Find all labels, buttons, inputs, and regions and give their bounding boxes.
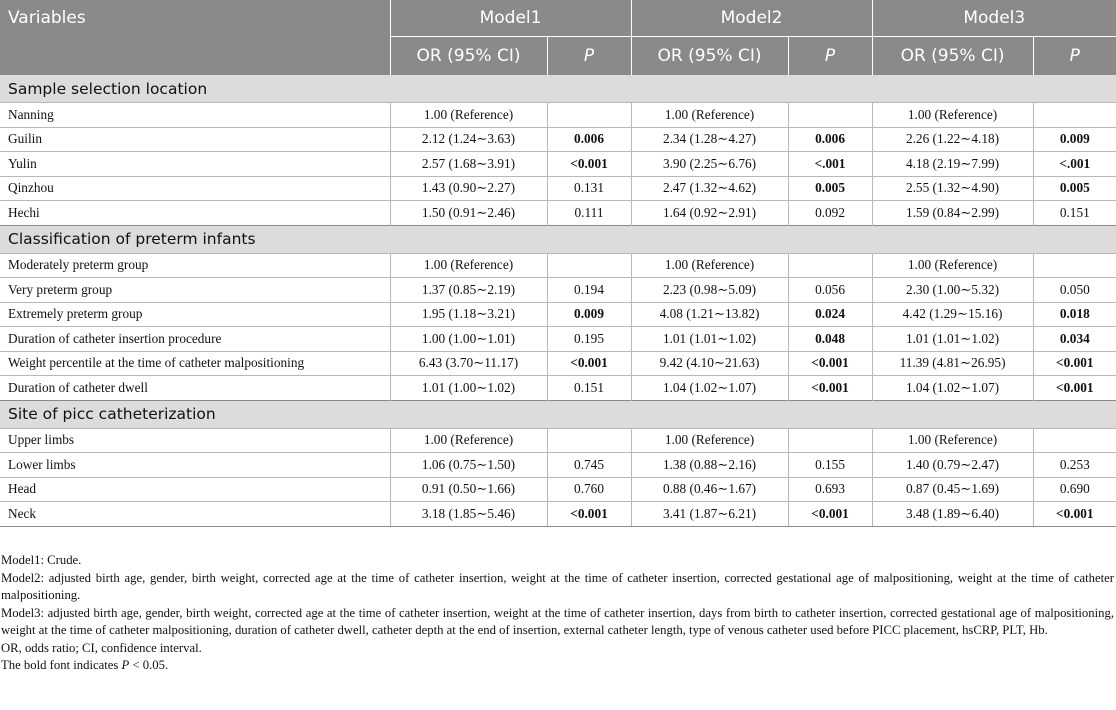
or-ci-cell: 1.00 (Reference) bbox=[872, 428, 1033, 453]
row-label: Qinzhou bbox=[0, 176, 390, 201]
or-ci-cell: 1.01 (1.00∼1.02) bbox=[390, 376, 547, 401]
or-ci-cell: 1.64 (0.92∼2.91) bbox=[631, 201, 788, 226]
note-model2: Model2: adjusted birth age, gender, birth weight, corrected age at the time of catheter insertion, weight at the time of catheter insertion, corrected gestational age of malpositioning, weight at the time of catheter malpositioning. bbox=[1, 570, 1114, 602]
section-row bbox=[0, 75, 1116, 103]
table-row bbox=[0, 376, 1116, 401]
or-ci-cell: 3.18 (1.85∼5.46) bbox=[390, 502, 547, 527]
p-value-cell: 0.155 bbox=[788, 453, 872, 478]
p-value-cell: 0.009 bbox=[547, 302, 631, 327]
p-value-cell bbox=[1033, 253, 1116, 278]
row-label: Lower limbs bbox=[0, 453, 390, 478]
p-value-cell: 0.690 bbox=[1033, 477, 1116, 502]
table-row bbox=[0, 127, 1116, 152]
section-title: Site of picc catheterization bbox=[0, 400, 1116, 428]
or-ci-cell: 1.04 (1.02∼1.07) bbox=[872, 376, 1033, 401]
or-ci-cell: 1.00 (Reference) bbox=[872, 253, 1033, 278]
table-row bbox=[0, 453, 1116, 478]
p-value-cell: 0.760 bbox=[547, 477, 631, 502]
p-value-cell: 0.131 bbox=[547, 176, 631, 201]
or-ci-cell: 3.90 (2.25∼6.76) bbox=[631, 152, 788, 177]
p-value-cell: 0.111 bbox=[547, 201, 631, 226]
or-ci-cell: 1.37 (0.85∼2.19) bbox=[390, 278, 547, 303]
or-ci-cell: 1.00 (Reference) bbox=[390, 253, 547, 278]
or-ci-cell: 0.88 (0.46∼1.67) bbox=[631, 477, 788, 502]
or-ci-cell: 1.59 (0.84∼2.99) bbox=[872, 201, 1033, 226]
table-row bbox=[0, 351, 1116, 376]
or-ci-cell: 9.42 (4.10∼21.63) bbox=[631, 351, 788, 376]
header-p: P bbox=[788, 37, 872, 75]
or-ci-cell: 1.00 (Reference) bbox=[872, 103, 1033, 128]
row-label: Moderately preterm group bbox=[0, 253, 390, 278]
or-ci-cell: 4.42 (1.29∼15.16) bbox=[872, 302, 1033, 327]
header-p: P bbox=[1033, 37, 1116, 75]
or-ci-cell: 4.18 (2.19∼7.99) bbox=[872, 152, 1033, 177]
table-row bbox=[0, 278, 1116, 303]
or-ci-cell: 1.50 (0.91∼2.46) bbox=[390, 201, 547, 226]
table-row bbox=[0, 103, 1116, 128]
p-value-cell: <.001 bbox=[1033, 152, 1116, 177]
or-ci-cell: 1.43 (0.90∼2.27) bbox=[390, 176, 547, 201]
or-ci-cell: 2.57 (1.68∼3.91) bbox=[390, 152, 547, 177]
p-value-cell: 0.745 bbox=[547, 453, 631, 478]
table-row bbox=[0, 428, 1116, 453]
p-value-cell: 0.194 bbox=[547, 278, 631, 303]
note-sig-p: P bbox=[121, 658, 130, 672]
or-ci-cell: 3.48 (1.89∼6.40) bbox=[872, 502, 1033, 527]
p-value-cell bbox=[547, 253, 631, 278]
p-value-cell: 0.056 bbox=[788, 278, 872, 303]
header-or-ci: OR (95% CI) bbox=[872, 37, 1033, 75]
p-value-cell: <0.001 bbox=[788, 351, 872, 376]
or-ci-cell: 2.34 (1.28∼4.27) bbox=[631, 127, 788, 152]
section-title: Sample selection location bbox=[0, 75, 1116, 103]
row-label: Extremely preterm group bbox=[0, 302, 390, 327]
or-ci-cell: 1.00 (Reference) bbox=[631, 253, 788, 278]
row-label: Weight percentile at the time of catheter malpositioning bbox=[0, 351, 390, 376]
note-sig-prefix: The bold font indicates bbox=[1, 658, 122, 672]
p-value-cell: <0.001 bbox=[547, 152, 631, 177]
or-ci-cell: 2.30 (1.00∼5.32) bbox=[872, 278, 1033, 303]
or-ci-cell: 1.00 (Reference) bbox=[390, 428, 547, 453]
or-ci-cell: 1.06 (0.75∼1.50) bbox=[390, 453, 547, 478]
or-ci-cell: 11.39 (4.81∼26.95) bbox=[872, 351, 1033, 376]
or-ci-cell: 1.01 (1.01∼1.02) bbox=[631, 327, 788, 352]
p-value-cell bbox=[1033, 428, 1116, 453]
header-p: P bbox=[547, 37, 631, 75]
or-ci-cell: 1.40 (0.79∼2.47) bbox=[872, 453, 1033, 478]
or-ci-cell: 1.04 (1.02∼1.07) bbox=[631, 376, 788, 401]
p-value-cell: 0.005 bbox=[788, 176, 872, 201]
row-label: Neck bbox=[0, 502, 390, 527]
p-value-cell: 0.151 bbox=[547, 376, 631, 401]
table-header bbox=[0, 0, 1116, 75]
header-or-ci: OR (95% CI) bbox=[390, 37, 547, 75]
p-value-cell: 0.195 bbox=[547, 327, 631, 352]
table-row bbox=[0, 302, 1116, 327]
or-ci-cell: 1.95 (1.18∼3.21) bbox=[390, 302, 547, 327]
p-value-cell: <0.001 bbox=[547, 351, 631, 376]
table-row bbox=[0, 201, 1116, 226]
p-value-cell bbox=[547, 428, 631, 453]
p-value-cell bbox=[547, 103, 631, 128]
header-or-ci: OR (95% CI) bbox=[631, 37, 788, 75]
or-ci-cell: 0.87 (0.45∼1.69) bbox=[872, 477, 1033, 502]
or-ci-cell: 4.08 (1.21∼13.82) bbox=[631, 302, 788, 327]
p-value-cell bbox=[788, 253, 872, 278]
header-model1: Model1 bbox=[390, 0, 631, 37]
row-label: Guilin bbox=[0, 127, 390, 152]
p-value-cell: 0.034 bbox=[1033, 327, 1116, 352]
row-label: Duration of catheter dwell bbox=[0, 376, 390, 401]
table-row bbox=[0, 477, 1116, 502]
p-value-cell: <0.001 bbox=[1033, 376, 1116, 401]
row-label: Upper limbs bbox=[0, 428, 390, 453]
p-value-cell: <0.001 bbox=[788, 376, 872, 401]
p-value-cell: 0.151 bbox=[1033, 201, 1116, 226]
note-significance bbox=[1, 657, 1114, 675]
p-value-cell: 0.092 bbox=[788, 201, 872, 226]
p-value-cell: 0.005 bbox=[1033, 176, 1116, 201]
or-ci-cell: 2.47 (1.32∼4.62) bbox=[631, 176, 788, 201]
p-value-cell: <0.001 bbox=[1033, 351, 1116, 376]
table-body bbox=[0, 75, 1116, 527]
row-label: Duration of catheter insertion procedure bbox=[0, 327, 390, 352]
section-row bbox=[0, 225, 1116, 253]
header-model2: Model2 bbox=[631, 0, 872, 37]
or-ci-cell: 2.26 (1.22∼4.18) bbox=[872, 127, 1033, 152]
section-title: Classification of preterm infants bbox=[0, 225, 1116, 253]
table-row bbox=[0, 327, 1116, 352]
or-ci-cell: 1.01 (1.01∼1.02) bbox=[872, 327, 1033, 352]
table-row bbox=[0, 502, 1116, 527]
or-ci-cell: 1.38 (0.88∼2.16) bbox=[631, 453, 788, 478]
or-ci-cell: 1.00 (1.00∼1.01) bbox=[390, 327, 547, 352]
row-label: Very preterm group bbox=[0, 278, 390, 303]
p-value-cell: 0.024 bbox=[788, 302, 872, 327]
p-value-cell: <.001 bbox=[788, 152, 872, 177]
p-value-cell: 0.006 bbox=[788, 127, 872, 152]
p-value-cell: 0.048 bbox=[788, 327, 872, 352]
section-row bbox=[0, 400, 1116, 428]
note-abbreviations: OR, odds ratio; CI, confidence interval. bbox=[1, 640, 202, 655]
or-ci-cell: 2.12 (1.24∼3.63) bbox=[390, 127, 547, 152]
header-variables: Variables bbox=[0, 0, 390, 75]
p-value-cell: 0.050 bbox=[1033, 278, 1116, 303]
p-value-cell bbox=[788, 428, 872, 453]
row-label: Head bbox=[0, 477, 390, 502]
or-ci-cell: 1.00 (Reference) bbox=[631, 103, 788, 128]
p-value-cell: 0.253 bbox=[1033, 453, 1116, 478]
or-ci-cell: 3.41 (1.87∼6.21) bbox=[631, 502, 788, 527]
p-value-cell: <0.001 bbox=[788, 502, 872, 527]
p-value-cell: 0.693 bbox=[788, 477, 872, 502]
note-model1: Model1: Crude. bbox=[1, 553, 82, 567]
p-value-cell bbox=[788, 103, 872, 128]
p-value-cell: 0.006 bbox=[547, 127, 631, 152]
header-model3: Model3 bbox=[872, 0, 1116, 37]
or-ci-cell: 2.55 (1.32∼4.90) bbox=[872, 176, 1033, 201]
table-row bbox=[0, 176, 1116, 201]
table-row bbox=[0, 253, 1116, 278]
p-value-cell bbox=[1033, 103, 1116, 128]
row-label: Nanning bbox=[0, 103, 390, 128]
or-ci-cell: 6.43 (3.70∼11.17) bbox=[390, 351, 547, 376]
or-ci-cell: 0.91 (0.50∼1.66) bbox=[390, 477, 547, 502]
p-value-cell: 0.018 bbox=[1033, 302, 1116, 327]
table-footnotes bbox=[1, 552, 1114, 675]
row-label: Yulin bbox=[0, 152, 390, 177]
or-ci-cell: 1.00 (Reference) bbox=[390, 103, 547, 128]
note-model3: Model3: adjusted birth age, gender, birth weight, corrected age at the time of catheter insertion, weight at the time of catheter insertion, days from birth to catheter insertion, corrected gestational age of malpositioning, weight at the time of catheter malpositioning, duration of catheter dwell, catheter depth at the end of insertion, external catheter length, type of venous catheter used before PICC placement, hsCRP, PLT, Hb. bbox=[1, 605, 1114, 637]
p-value-cell: <0.001 bbox=[1033, 502, 1116, 527]
or-ci-cell: 1.00 (Reference) bbox=[631, 428, 788, 453]
p-value-cell: <0.001 bbox=[547, 502, 631, 527]
table-row bbox=[0, 152, 1116, 177]
or-ci-cell: 2.23 (0.98∼5.09) bbox=[631, 278, 788, 303]
p-value-cell: 0.009 bbox=[1033, 127, 1116, 152]
row-label: Hechi bbox=[0, 201, 390, 226]
note-sig-suffix: < 0.05. bbox=[129, 658, 169, 672]
